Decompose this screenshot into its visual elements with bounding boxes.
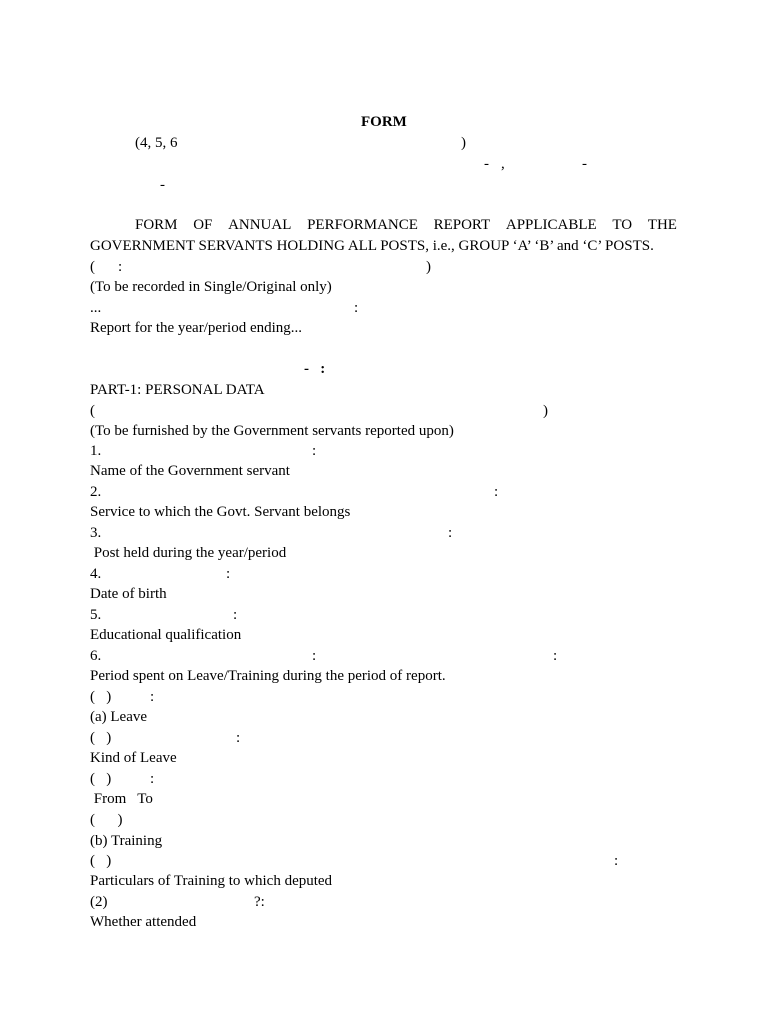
header-dash: - <box>160 177 165 193</box>
training-colon: : <box>614 853 619 869</box>
leave-period-colon: : <box>150 771 155 787</box>
field-number: 3. <box>90 525 102 541</box>
title-word: APPLICABLE <box>505 217 597 233</box>
header-dash: - <box>484 156 489 172</box>
rule-reference: (4, 5, 6 <box>135 135 178 151</box>
header-dash: - <box>582 156 587 172</box>
report-title-line1 <box>135 216 677 234</box>
ellipsis: ... <box>90 300 102 316</box>
title-word: REPORT <box>433 217 491 233</box>
field-label: Date of birth <box>90 586 167 602</box>
field-colon: : <box>553 648 558 664</box>
rule-reference-close: ) <box>461 135 466 151</box>
field-colon: : <box>233 607 238 623</box>
field-number: 5. <box>90 607 102 623</box>
title-word: THE <box>647 217 677 233</box>
field-number: 6. <box>90 648 102 664</box>
report-title-line2: GOVERNMENT SERVANTS HOLDING ALL POSTS, i.e., GROUP ‘A’ ‘B’ and ‘C’ POSTS. <box>90 238 654 254</box>
field-label: Service to which the Govt. Servant belongs <box>90 504 351 520</box>
paren-colon: : <box>118 259 123 275</box>
training-marker: (2) <box>90 894 108 910</box>
ellipsis-colon: : <box>354 300 359 316</box>
field-number: 1. <box>90 443 102 459</box>
part1-heading: PART-1: PERSONAL DATA <box>90 382 265 398</box>
part1-marks: - : <box>304 361 326 377</box>
title-word: PERFORMANCE <box>307 217 418 233</box>
title-word: TO <box>612 217 633 233</box>
field-colon: : <box>448 525 453 541</box>
leave-kind-marker: ( ) <box>90 730 112 746</box>
field-label: Educational qualification <box>90 627 242 643</box>
title-word: ANNUAL <box>228 217 292 233</box>
training-attended: Whether attended <box>90 914 197 930</box>
leave-label: (a) Leave <box>90 709 148 725</box>
form-title: FORM <box>361 114 407 130</box>
paren-close: ) <box>543 403 548 419</box>
field-colon: : <box>226 566 231 582</box>
leave-kind-label: Kind of Leave <box>90 750 177 766</box>
leave-period-marker: ( ) <box>90 771 112 787</box>
training-particulars: Particulars of Training to which deputed <box>90 873 333 889</box>
document-page <box>90 0 677 1024</box>
training-colon: ?: <box>254 894 265 910</box>
paren-close: ) <box>426 259 431 275</box>
training-label: (b) Training <box>90 833 163 849</box>
field-label: Post held during the year/period <box>90 545 287 561</box>
header-comma: , <box>501 156 505 172</box>
paren-open: ( <box>90 259 95 275</box>
report-period: Report for the year/period ending... <box>90 320 303 336</box>
leave-marker: ( ) <box>90 689 112 705</box>
leave-period-label: From To <box>90 791 153 807</box>
leave-marker: ( ) <box>90 812 123 828</box>
record-note: (To be recorded in Single/Original only) <box>90 279 332 295</box>
field-colon: : <box>312 648 317 664</box>
field-label: Name of the Government servant <box>90 463 290 479</box>
leave-colon: : <box>150 689 155 705</box>
field-number: 2. <box>90 484 102 500</box>
field-colon: : <box>312 443 317 459</box>
paren-open: ( <box>90 403 95 419</box>
field-colon: : <box>494 484 499 500</box>
leave-kind-colon: : <box>236 730 241 746</box>
title-word: FORM <box>135 217 178 233</box>
furnish-note: (To be furnished by the Government servants reported upon) <box>90 423 454 439</box>
title-word: OF <box>193 217 213 233</box>
field-label: Period spent on Leave/Training during the period of report. <box>90 668 446 684</box>
field-number: 4. <box>90 566 102 582</box>
training-marker: ( ) <box>90 853 112 869</box>
